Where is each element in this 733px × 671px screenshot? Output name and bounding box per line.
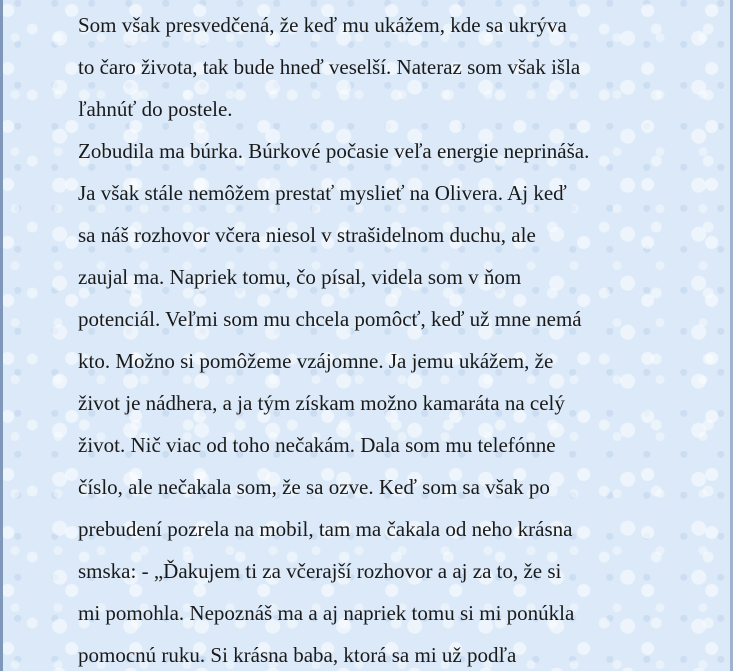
text-line: mi pomohla. Nepoznáš ma a aj napriek tomu si mi ponúkla bbox=[78, 601, 575, 625]
text-line: pomocnú ruku. Si krásna baba, ktorá sa mi už podľa bbox=[78, 643, 517, 667]
text-line: Zobudila ma búrka. Búrkové počasie veľa energie neprináša. bbox=[78, 139, 590, 163]
text-line: Ja však stále nemôžem prestať myslieť na Olivera. Aj keď bbox=[78, 181, 567, 205]
page-left-border bbox=[0, 0, 3, 671]
text-line: kto. Možno si pomôžeme vzájomne. Ja jemu ukážem, že bbox=[78, 349, 554, 373]
text-line: potenciál. Veľmi som mu chcela pomôcť, keď už mne nemá bbox=[78, 307, 582, 331]
text-line: smska: - „Ďakujem ti za včerajší rozhovor a aj za to, že si bbox=[78, 559, 562, 583]
text-line: prebudení pozrela na mobil, tam ma čakala od neho krásna bbox=[78, 517, 573, 541]
document-body bbox=[78, 4, 698, 671]
text-line: život je nádhera, a ja tým získam možno kamaráta na celý bbox=[78, 391, 565, 415]
text-line: zaujal ma. Napriek tomu, čo písal, videla som v ňom bbox=[78, 265, 522, 289]
text-line: život. Nič viac od toho nečakám. Dala som mu telefónne bbox=[78, 433, 556, 457]
text-line: ľahnúť do postele. bbox=[78, 97, 233, 121]
text-line: Som však presvedčená, že keď mu ukážem, kde sa ukrýva bbox=[78, 13, 567, 37]
text-line: to čaro života, tak bude hneď veselší. Nateraz som však išla bbox=[78, 55, 581, 79]
text-line: sa náš rozhovor včera niesol v strašidelnom duchu, ale bbox=[78, 223, 536, 247]
text-line: číslo, ale nečakala som, že sa ozve. Keď som sa však po bbox=[78, 475, 550, 499]
